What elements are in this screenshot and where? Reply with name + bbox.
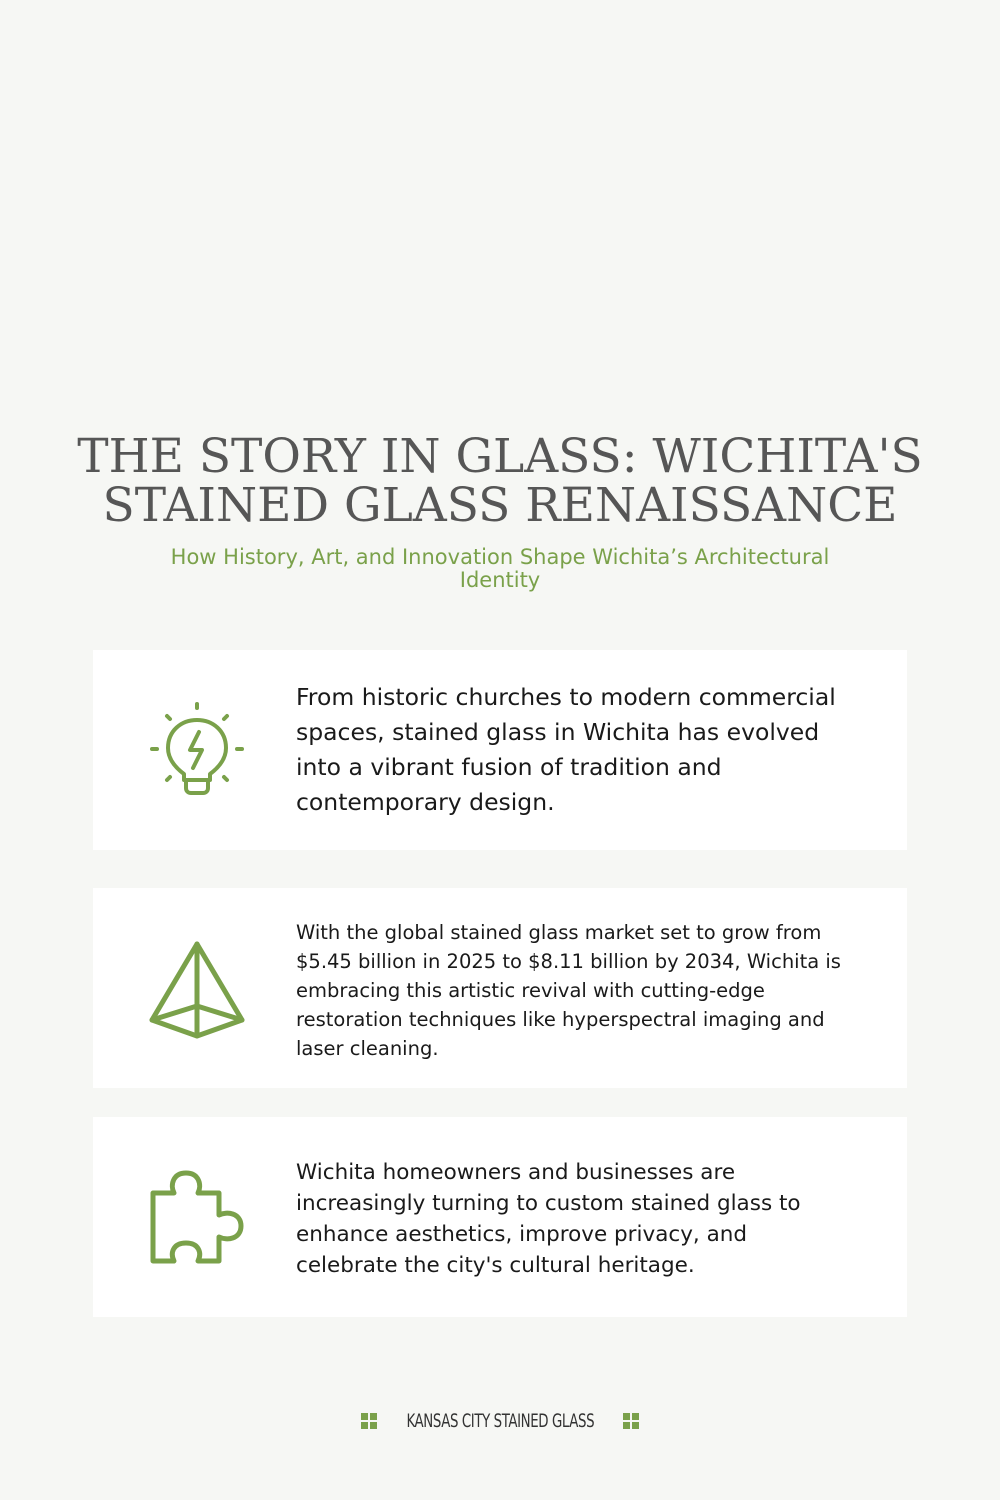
card-text-market: With the global stained glass market set to grow from $5.45 billion in 2025 to $8.11 billion by 2034, Wichita is embracing this artistic revival with cutting-edge restoration techniques like hyperspectral imaging and laser cleaning. <box>296 921 841 1060</box>
brand-logo <box>0 1406 1000 1436</box>
info-card-history <box>93 650 907 850</box>
info-card-homeowners <box>93 1117 907 1317</box>
info-card-market <box>93 888 907 1088</box>
puzzle-icon <box>143 1165 251 1273</box>
page-title: THE STORY IN GLASS: WICHITA'S STAINED GLASS RENAISSANCE <box>77 429 923 533</box>
brand-squares-left-icon <box>361 1413 377 1429</box>
page-subtitle: How History, Art, and Innovation Shape Wichita’s Architectural Identity <box>170 545 830 592</box>
card-text-homeowners: Wichita homeowners and businesses are increasingly turning to custom stained glass to enhance aesthetics, improve privacy, and celebrate the city's cultural heritage. <box>296 1160 801 1278</box>
brand-name: KANSAS CITY STAINED GLASS <box>406 1410 594 1432</box>
brand-squares-right-icon <box>623 1413 639 1429</box>
lightbulb-icon <box>143 696 251 804</box>
pyramid-icon <box>143 938 251 1046</box>
card-text-history: From historic churches to modern commercial spaces, stained glass in Wichita has evolved into a vibrant fusion of tradition and contemporary design. <box>296 683 836 816</box>
